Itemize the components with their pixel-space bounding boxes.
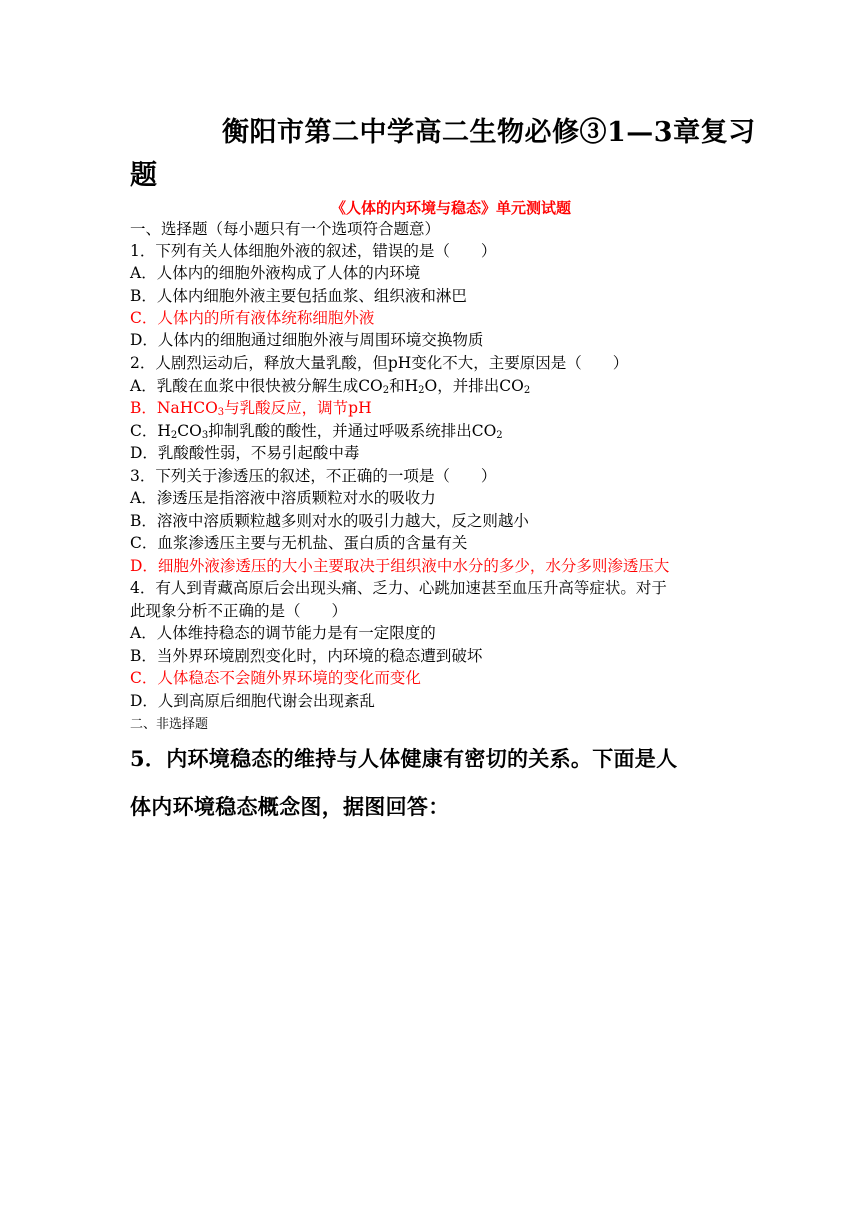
q2-c-text3: 抑制乳酸的酸性，并通过呼吸系统排出CO bbox=[208, 422, 497, 440]
q4-option-b: B．当外界环境剧烈变化时，内环境的稳态遭到破坏 bbox=[130, 647, 483, 665]
q2-b-text2: 与乳酸反应，调节pH bbox=[224, 399, 372, 417]
q2-c-sub1: 2 bbox=[170, 430, 178, 441]
q4-option-a: A．人体维持稳态的调节能力是有一定限度的 bbox=[130, 624, 436, 642]
q2-a-text2: 和H bbox=[389, 377, 419, 395]
document-title-line1: 衡阳市第二中学高二生物必修③1—3章复习 bbox=[222, 117, 756, 148]
q3-option-d-answer: D．细胞外液渗透压的大小主要取决于组织液中水分的多少，水分多则渗透压大 bbox=[130, 557, 670, 575]
q2-a-text3: O，并排出CO bbox=[424, 377, 524, 395]
q2-a-sub2: 2 bbox=[418, 385, 425, 396]
q2-option-b-answer bbox=[130, 398, 372, 418]
section-heading-choice: 一、选择题（每小题只有一个选项符合题意） bbox=[130, 220, 441, 238]
q2-c-sub2: 3 bbox=[201, 430, 209, 441]
unit-test-subtitle: 《人体的内环境与稳态》单元测试题 bbox=[331, 199, 572, 217]
q2-option-d: D．乳酸酸性弱，不易引起酸中毒 bbox=[130, 444, 360, 462]
q3-option-a: A．渗透压是指溶液中溶质颗粒对水的吸收力 bbox=[130, 489, 436, 507]
q2-b-text1: B．NaHCO bbox=[130, 399, 218, 417]
q3-option-c: C．血浆渗透压主要与无机盐、蛋白质的含量有关 bbox=[130, 534, 468, 552]
q1-option-c-answer: C．人体内的所有液体统称细胞外液 bbox=[130, 309, 375, 327]
q4-stem-line2: 此现象分析不正确的是（ ） bbox=[130, 602, 348, 620]
q1-option-b: B．人体内细胞外液主要包括血浆、组织液和淋巴 bbox=[130, 287, 467, 305]
q5-stem-line1: 5．内环境稳态的维持与人体健康有密切的关系。下面是人 bbox=[130, 746, 678, 771]
q2-a-sub3: 2 bbox=[523, 385, 531, 396]
q4-stem-line1: 4．有人到青藏高原后会出现头痛、乏力、心跳加速甚至血压升高等症状。对于 bbox=[130, 579, 667, 597]
q4-option-d: D．人到高原后细胞代谢会出现紊乱 bbox=[130, 692, 375, 710]
q5-stem-line2: 体内环境稳态概念图，据图回答： bbox=[130, 794, 450, 819]
q1-option-d: D．人体内的细胞通过细胞外液与周围环境交换物质 bbox=[130, 331, 484, 349]
q2-c-text1: C．H bbox=[130, 422, 171, 440]
q2-stem: 2．人剧烈运动后，释放大量乳酸，但pH变化不大，主要原因是（ ） bbox=[130, 354, 629, 372]
q2-c-text2: CO bbox=[177, 422, 202, 440]
q2-option-c bbox=[130, 421, 503, 441]
q1-stem: 1．下列有关人体细胞外液的叙述，错误的是（ ） bbox=[130, 242, 497, 260]
q2-a-sub1: 2 bbox=[382, 385, 390, 396]
q2-b-sub: 3 bbox=[217, 407, 225, 418]
q3-option-b: B．溶液中溶质颗粒越多则对水的吸引力越大，反之则越小 bbox=[130, 512, 529, 530]
q2-a-text1: A．乳酸在血浆中很快被分解生成CO bbox=[130, 377, 383, 395]
document-title-line2: 题 bbox=[130, 160, 157, 191]
q4-option-c-answer: C．人体稳态不会随外界环境的变化而变化 bbox=[130, 669, 421, 687]
q2-c-sub3: 2 bbox=[496, 430, 503, 441]
q1-option-a: A．人体内的细胞外液构成了人体的内环境 bbox=[130, 264, 421, 282]
q2-option-a bbox=[130, 376, 530, 396]
section-heading-nonchoice: 二、非选择题 bbox=[130, 717, 209, 732]
q3-stem: 3．下列关于渗透压的叙述，不正确的一项是（ ） bbox=[130, 467, 497, 485]
